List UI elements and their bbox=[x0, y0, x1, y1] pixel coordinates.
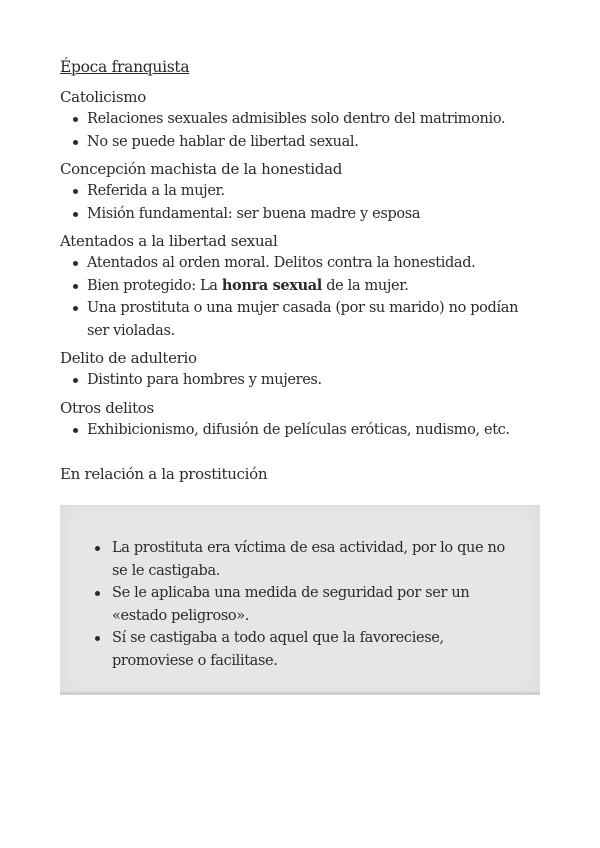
section-heading: Concepción machista de la honestidad bbox=[60, 160, 343, 178]
scanned-note-box bbox=[60, 505, 540, 695]
list-item: Sí se castigaba a todo aquel que la favoreciese, promoviese o facilitase. bbox=[90, 627, 510, 672]
bullet-list bbox=[60, 180, 540, 225]
bullet-list bbox=[90, 537, 510, 672]
list-item: Exhibicionismo, difusión de películas eróticas, nudismo, etc. bbox=[60, 419, 540, 442]
list-item: No se puede hablar de libertad sexual. bbox=[60, 131, 540, 154]
list-item: Misión fundamental: ser buena madre y esposa bbox=[60, 203, 540, 226]
bullet-list bbox=[60, 252, 540, 342]
bullet-icon bbox=[95, 636, 100, 641]
list-item: Una prostituta o una mujer casada (por su marido) no podían ser violadas. bbox=[60, 297, 540, 342]
sections-container bbox=[60, 86, 540, 441]
bullet-list bbox=[60, 369, 540, 392]
list-item: Distinto para hombres y mujeres. bbox=[60, 369, 540, 392]
bullet-icon bbox=[73, 261, 78, 266]
bullet-icon bbox=[73, 140, 78, 145]
section-heading: Catolicismo bbox=[60, 88, 146, 106]
bullet-icon bbox=[73, 378, 78, 383]
list-item: Atentados al orden moral. Delitos contra la honestidad. bbox=[60, 252, 540, 275]
bullet-icon bbox=[73, 428, 78, 433]
section-heading: Otros delitos bbox=[60, 398, 154, 417]
list-item: Relaciones sexuales admisibles solo dentro del matrimonio. bbox=[60, 108, 540, 131]
bullet-icon bbox=[73, 306, 78, 311]
bullet-icon bbox=[73, 189, 78, 194]
section-heading: Atentados a la libertad sexual bbox=[60, 232, 278, 250]
bullet-icon bbox=[95, 546, 100, 551]
list-item: La prostituta era víctima de esa actividad, por lo que no se le castigaba. bbox=[90, 537, 510, 582]
bullet-list bbox=[60, 108, 540, 153]
prostitution-heading: En relación a la prostitución bbox=[60, 465, 268, 483]
bullet-list bbox=[60, 419, 540, 442]
emphasis-text: honra sexual bbox=[221, 276, 322, 294]
bullet-icon bbox=[95, 591, 100, 596]
page-title: Época franquista bbox=[60, 58, 190, 76]
bullet-icon bbox=[73, 284, 78, 289]
list-item: Referida a la mujer. bbox=[60, 180, 540, 203]
bullet-icon bbox=[73, 212, 78, 217]
bullet-icon bbox=[73, 117, 78, 122]
list-item: Se le aplicaba una medida de seguridad por ser un «estado peligroso». bbox=[90, 582, 510, 627]
list-item: Bien protegido: La honra sexual de la mujer. bbox=[60, 275, 540, 298]
section-heading: Delito de adulterio bbox=[60, 349, 197, 367]
